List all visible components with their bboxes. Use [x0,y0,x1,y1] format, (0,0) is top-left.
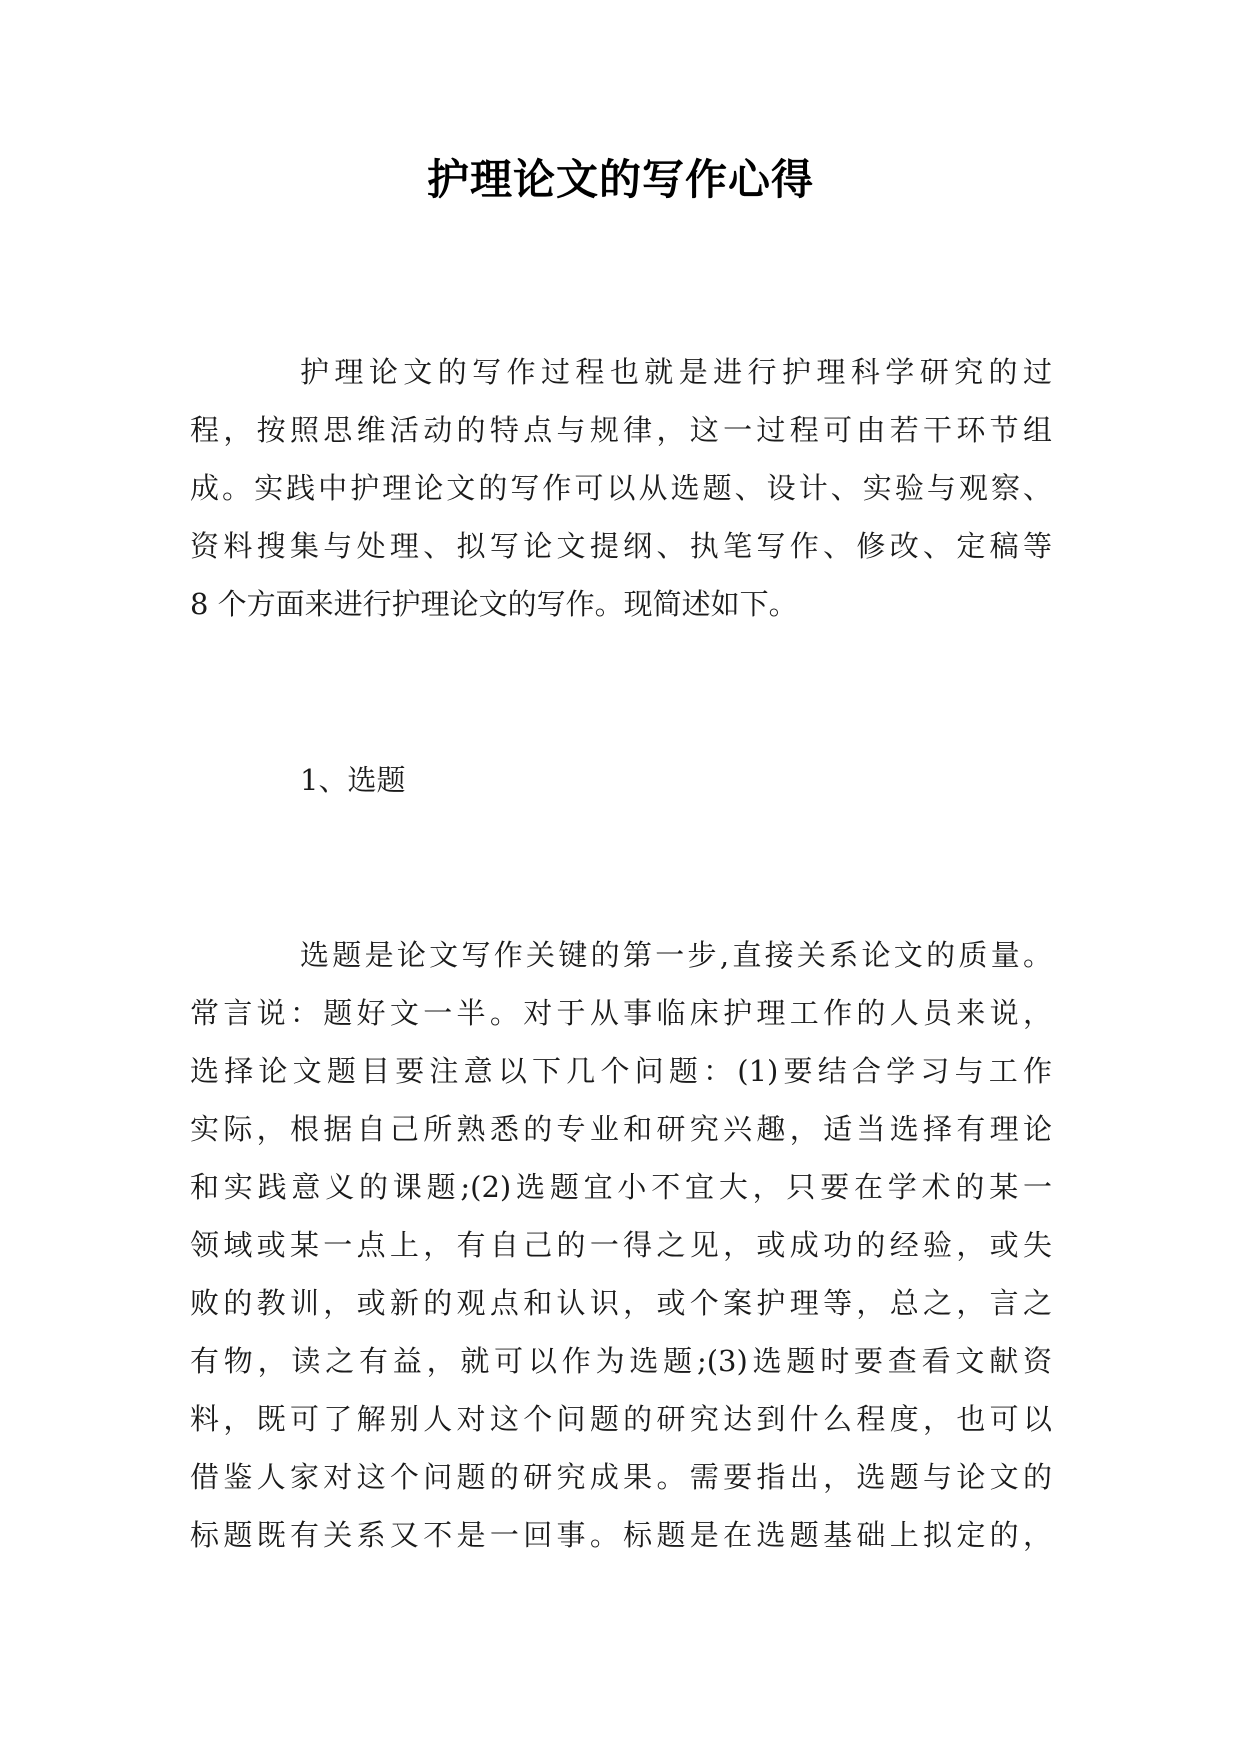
paragraph-2-line: 选题是论文写作关键的第一步,直接关系论文的质量。 [300,938,1052,972]
paragraph-1-line: 资料搜集与处理、拟写论文提纲、执笔写作、修改、定稿等 [190,529,1052,563]
paragraph-2-line: 和实践意义的课题;(2)选题宜小不宜大，只要在学术的某一 [190,1170,1052,1204]
paragraph-1-line: 程，按照思维活动的特点与规律，这一过程可由若干环节组 [190,413,1052,447]
paragraph-2-line: 实际，根据自己所熟悉的专业和研究兴趣，适当选择有理论 [190,1112,1052,1146]
paragraph-2-line: 标题既有关系又不是一回事。标题是在选题基础上拟定的， [190,1518,1052,1552]
paragraph-2-line: 借鉴人家对这个问题的研究成果。需要指出，选题与论文的 [190,1460,1052,1494]
document-title: 护理论文的写作心得 [426,155,814,204]
paragraph-1-line: 护理论文的写作过程也就是进行护理科学研究的过 [300,355,1052,389]
paragraph-2-line: 料，既可了解别人对这个问题的研究达到什么程度，也可以 [190,1402,1052,1436]
paragraph-2-line: 败的教训，或新的观点和认识，或个案护理等，总之，言之 [190,1286,1052,1320]
paragraph-2-line: 常言说：题好文一半。对于从事临床护理工作的人员来说， [190,996,1052,1030]
paragraph-1-line: 8 个方面来进行护理论文的写作。现简述如下。 [190,587,798,621]
paragraph-2-line: 选择论文题目要注意以下几个问题：(1)要结合学习与工作 [190,1054,1052,1088]
paragraph-2-line: 有物，读之有益，就可以作为选题;(3)选题时要查看文献资 [190,1344,1052,1378]
section-heading: 1、选题 [300,763,406,797]
paragraph-1-line: 成。实践中护理论文的写作可以从选题、设计、实验与观察、 [190,471,1052,505]
paragraph-2-line: 领域或某一点上，有自己的一得之见，或成功的经验，或失 [190,1228,1052,1262]
